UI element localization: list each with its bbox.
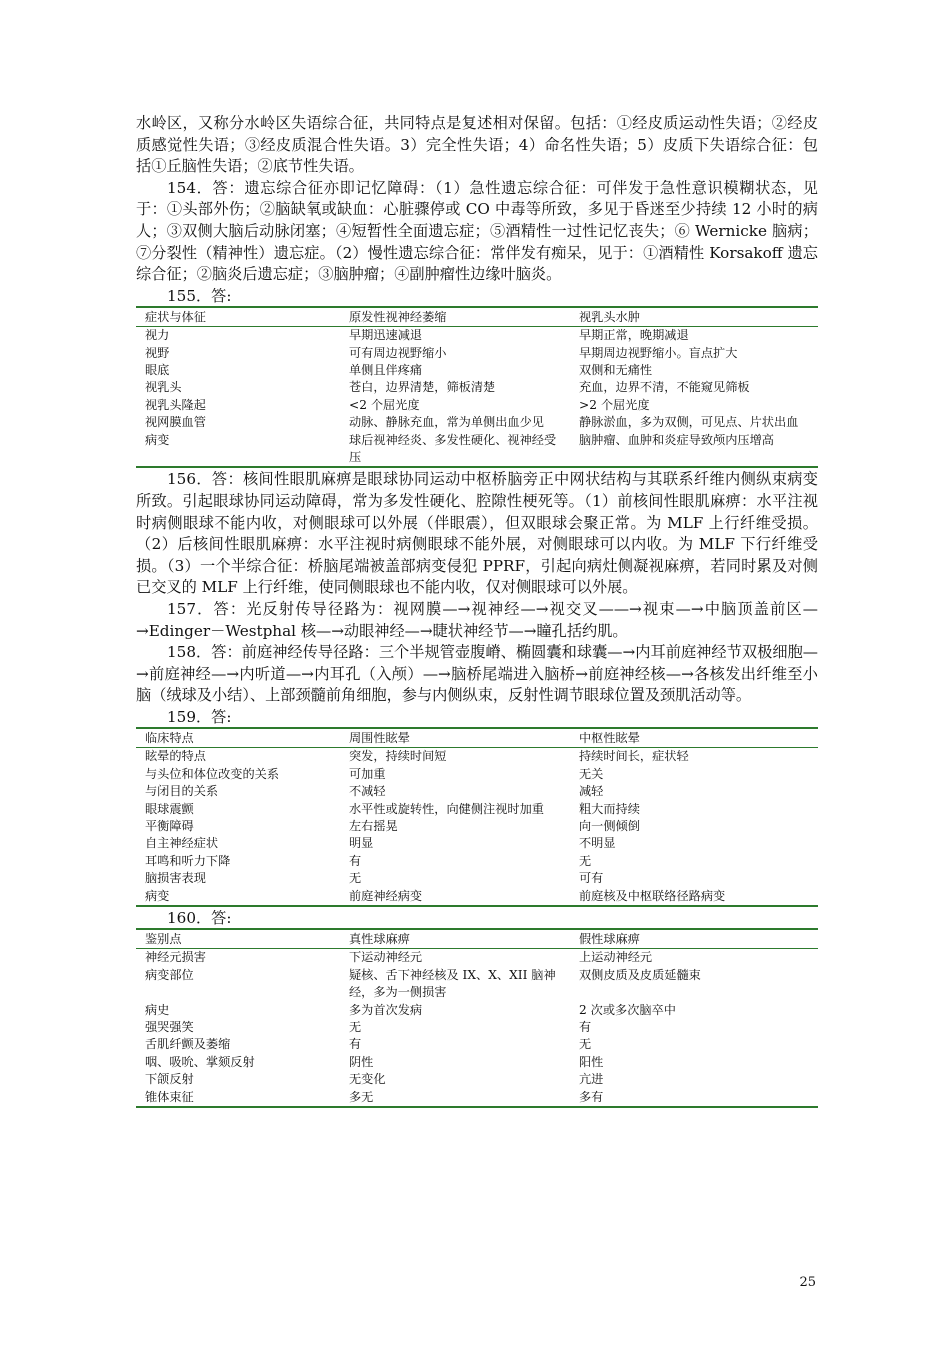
table-155 — [136, 306, 818, 469]
table-cell: 病变 — [145, 888, 170, 903]
table-row — [136, 1054, 818, 1071]
table-cell: 与闭目的关系 — [145, 784, 219, 799]
table-cell: 病变部位 — [145, 967, 194, 982]
column-header: 鉴别点 — [145, 932, 182, 946]
table-row — [136, 949, 818, 967]
table-row — [136, 327, 818, 345]
table-row — [136, 967, 818, 1002]
table-row — [136, 853, 818, 870]
table-cell: 视网膜血管 — [145, 415, 206, 430]
table-cell: 无 — [349, 871, 362, 886]
column-header: 假性球麻痹 — [579, 932, 640, 946]
table-cell: 双侧皮质及皮质延髓束 — [579, 967, 701, 982]
table-cell: 病变 — [145, 432, 170, 447]
table-cell: 无 — [579, 853, 592, 868]
table-cell: 向一侧倾倒 — [579, 818, 640, 833]
table-cell: 充血，边界不清，不能窥见筛板 — [579, 380, 750, 395]
table-row — [136, 1019, 818, 1036]
column-header: 原发性视神经萎缩 — [349, 309, 447, 324]
table-cell: 减轻 — [579, 784, 604, 799]
table-cell: 神经元损害 — [145, 950, 206, 965]
table-cell: 静脉淤血，多为双侧，可见点、片状出血 — [579, 415, 799, 430]
table-row — [136, 1002, 818, 1019]
table-header-row — [136, 307, 818, 327]
answer-160-label: 160．答: — [167, 909, 232, 927]
table-cell: 2 次或多次脑卒中 — [579, 1002, 676, 1017]
table-cell: 前庭神经病变 — [349, 888, 423, 903]
table-cell: 左右摇晃 — [349, 818, 398, 833]
table-cell: 早期正常，晚期减退 — [579, 328, 689, 343]
table-row — [136, 432, 818, 468]
table-row — [136, 414, 818, 431]
table-159 — [136, 727, 818, 907]
table-cell: 可有周边视野缩小 — [349, 345, 447, 360]
table-row — [136, 818, 818, 835]
table-row — [136, 1036, 818, 1053]
table-row — [136, 1089, 818, 1107]
table-cell: 多为首次发病 — [349, 1002, 423, 1017]
table-cell: 多无 — [349, 1089, 374, 1104]
table-cell: 可有 — [579, 871, 604, 886]
table-cell: 水平性或旋转性，向健侧注视时加重 — [349, 801, 544, 816]
table-cell: 无 — [349, 1020, 362, 1035]
table-cell: 舌肌纤颤及萎缩 — [145, 1037, 231, 1052]
table-cell: 眼底 — [145, 362, 170, 377]
table-160 — [136, 928, 818, 1108]
table-row — [136, 835, 818, 852]
table-cell: 突发，持续时间短 — [349, 749, 447, 764]
table-row — [136, 888, 818, 906]
paragraph-aphasia: 水岭区，又称分水岭区失语综合征，共同特点是复述相对保留。包括：①经皮质运动性失语；②经皮质感觉性失语；③经皮质混合性失语。3）完全性失语；4）命名性失语；5）皮质下失语综合征：包括①丘脑性失语；②底节性失语。 — [136, 114, 818, 176]
column-header: 中枢性眩晕 — [579, 730, 640, 745]
table-row — [136, 1071, 818, 1088]
table-cell: 阳性 — [579, 1054, 604, 1069]
table-cell: 不明显 — [579, 836, 616, 851]
table-header-row — [136, 728, 818, 748]
table-cell: 可加重 — [349, 766, 386, 781]
table-cell: 前庭核及中枢联络径路病变 — [579, 888, 726, 903]
table-cell: 多有 — [579, 1089, 604, 1104]
column-header: 视乳头水肿 — [579, 309, 640, 324]
table-row — [136, 801, 818, 818]
table-cell: 自主神经症状 — [145, 836, 219, 851]
table-cell: 视野 — [145, 345, 170, 360]
column-header: 临床特点 — [145, 730, 194, 745]
table-cell: 上运动神经元 — [579, 950, 653, 965]
table-cell: 下运动神经元 — [349, 950, 423, 965]
answer-159-label: 159．答: — [167, 707, 232, 726]
table-cell: 脑损害表现 — [145, 871, 206, 886]
table-header-row — [136, 929, 818, 949]
table-cell: 亢进 — [579, 1072, 604, 1087]
table-cell: 早期迅速减退 — [349, 328, 423, 343]
table-cell: 不减轻 — [349, 784, 386, 799]
table-cell: 下颌反射 — [145, 1072, 194, 1087]
table-cell: 视乳头隆起 — [145, 397, 206, 412]
table-cell: 苍白，边界清楚，筛板清楚 — [349, 380, 496, 395]
table-cell: 动脉、静脉充血，常为单侧出血少见 — [349, 415, 544, 430]
table-cell: >2 个屈光度 — [579, 397, 650, 412]
paragraph-158: 158．答：前庭神经传导径路：三个半规管壶腹嵴、椭圆囊和球囊—→内耳前庭神经节双极细胞—→前庭神经—→内听道—→内耳孔（入颅）—→脑桥尾端进入脑桥→前庭神经核—→各核发出纤维至小脑（绒球及小结）、上部颈髓前角细胞，参与内侧纵束，反射性调节眼球位置及颈肌活动等。 — [136, 643, 818, 705]
table-cell: 单侧且伴疼痛 — [349, 362, 423, 377]
table-cell: 持续时间长，症状轻 — [579, 749, 689, 764]
table-cell: 有 — [579, 1020, 592, 1035]
paragraph-154: 154．答：遗忘综合征亦即记忆障碍：（1）急性遗忘综合征：可伴发于急性意识模糊状态，见于：①头部外伤；②脑缺氧或缺血：心脏骤停或 CO 中毒等所致，多见于昏迷至少持续 12 小时的病人；③双侧大脑后动脉闭塞；④短暂性全面遗忘症；⑤酒精性一过性记忆丧失；⑥ Wernicke 脑病；⑦分裂性（精神性）遗忘症。（2）慢性遗忘综合征：常伴发有痴呆，见于：①酒精性 Korsakoff 遗忘综合征；②脑炎后遗忘症；③脑肿瘤；④副肿瘤性边缘叶脑炎。 — [136, 178, 818, 284]
table-cell: 耳鸣和听力下降 — [145, 853, 231, 868]
table-cell: 双侧和无痛性 — [579, 362, 653, 377]
table-row — [136, 362, 818, 379]
paragraph-157: 157．答：光反射传导径路为：视网膜—→视神经—→视交叉——→视束—→中脑顶盖前区—→Edinger－Westphal 核—→动眼神经—→睫状神经节—→瞳孔括约肌。 — [136, 599, 818, 640]
table-cell: <2 个屈光度 — [349, 397, 420, 412]
table-cell: 眼球震颤 — [145, 801, 194, 816]
table-row — [136, 345, 818, 362]
table-cell: 咽、吸吮、掌颏反射 — [145, 1054, 255, 1069]
table-cell: 有 — [349, 853, 362, 868]
table-cell: 明显 — [349, 836, 374, 851]
paragraph-156: 156．答：核间性眼肌麻痹是眼球协同运动中枢桥脑旁正中网状结构与其联系纤维内侧纵束病变所致。引起眼球协同运动障碍，常为多发性硬化、腔隙性梗死等。（1）前核间性眼肌麻痹：水平注视时病侧眼球不能内收，对侧眼球可以外展（伴眼震），但双眼球会聚正常。为 MLF 上行纤维受损。（2）后核间性眼肌麻痹：水平注视时病侧眼球不能外展，对侧眼球可以内收。为 MLF 下行纤维受损。（3）一个半综合征：桥脑尾端被盖部病变侵犯 PPRF，引起向病灶侧凝视麻痹，若同时累及对侧已交叉的 MLF 上行纤维，使同侧眼球也不能内收，仅对侧眼球可以外展。 — [136, 470, 818, 597]
column-header: 症状与体征 — [145, 309, 206, 324]
table-cell: 锥体束征 — [145, 1089, 194, 1104]
table-cell: 病史 — [145, 1002, 170, 1017]
table-cell: 视力 — [145, 328, 170, 343]
table-cell: 无 — [579, 1037, 592, 1052]
table-row — [136, 783, 818, 800]
table-cell: 阴性 — [349, 1054, 374, 1069]
table-cell: 无变化 — [349, 1072, 386, 1087]
column-header: 真性球麻痹 — [349, 932, 410, 946]
table-cell: 平衡障碍 — [145, 818, 194, 833]
table-row — [136, 766, 818, 783]
table-cell: 有 — [349, 1037, 362, 1052]
table-cell: 粗大而持续 — [579, 801, 640, 816]
page-number: 25 — [799, 1275, 816, 1290]
table-cell: 早期周边视野缩小。盲点扩大 — [579, 345, 738, 360]
answer-155-label: 155．答: — [167, 286, 232, 305]
table-row — [136, 748, 818, 766]
table-cell: 疑核、舌下神经核及 IX、X、XII 脑神经，多为一侧损害 — [349, 967, 556, 1000]
column-header: 周围性眩晕 — [349, 730, 410, 745]
table-cell: 球后视神经炎、多发性硬化、视神经受压 — [349, 432, 557, 464]
table-row — [136, 397, 818, 414]
table-cell: 无关 — [579, 766, 604, 781]
page-content — [136, 113, 818, 1109]
table-cell: 眩晕的特点 — [145, 749, 206, 764]
table-cell: 脑肿瘤、血肿和炎症导致颅内压增高 — [579, 432, 774, 447]
table-row — [136, 870, 818, 887]
table-cell: 强哭强笑 — [145, 1020, 194, 1035]
table-cell: 视乳头 — [145, 380, 182, 395]
table-row — [136, 379, 818, 396]
table-cell: 与头位和体位改变的关系 — [145, 766, 280, 781]
